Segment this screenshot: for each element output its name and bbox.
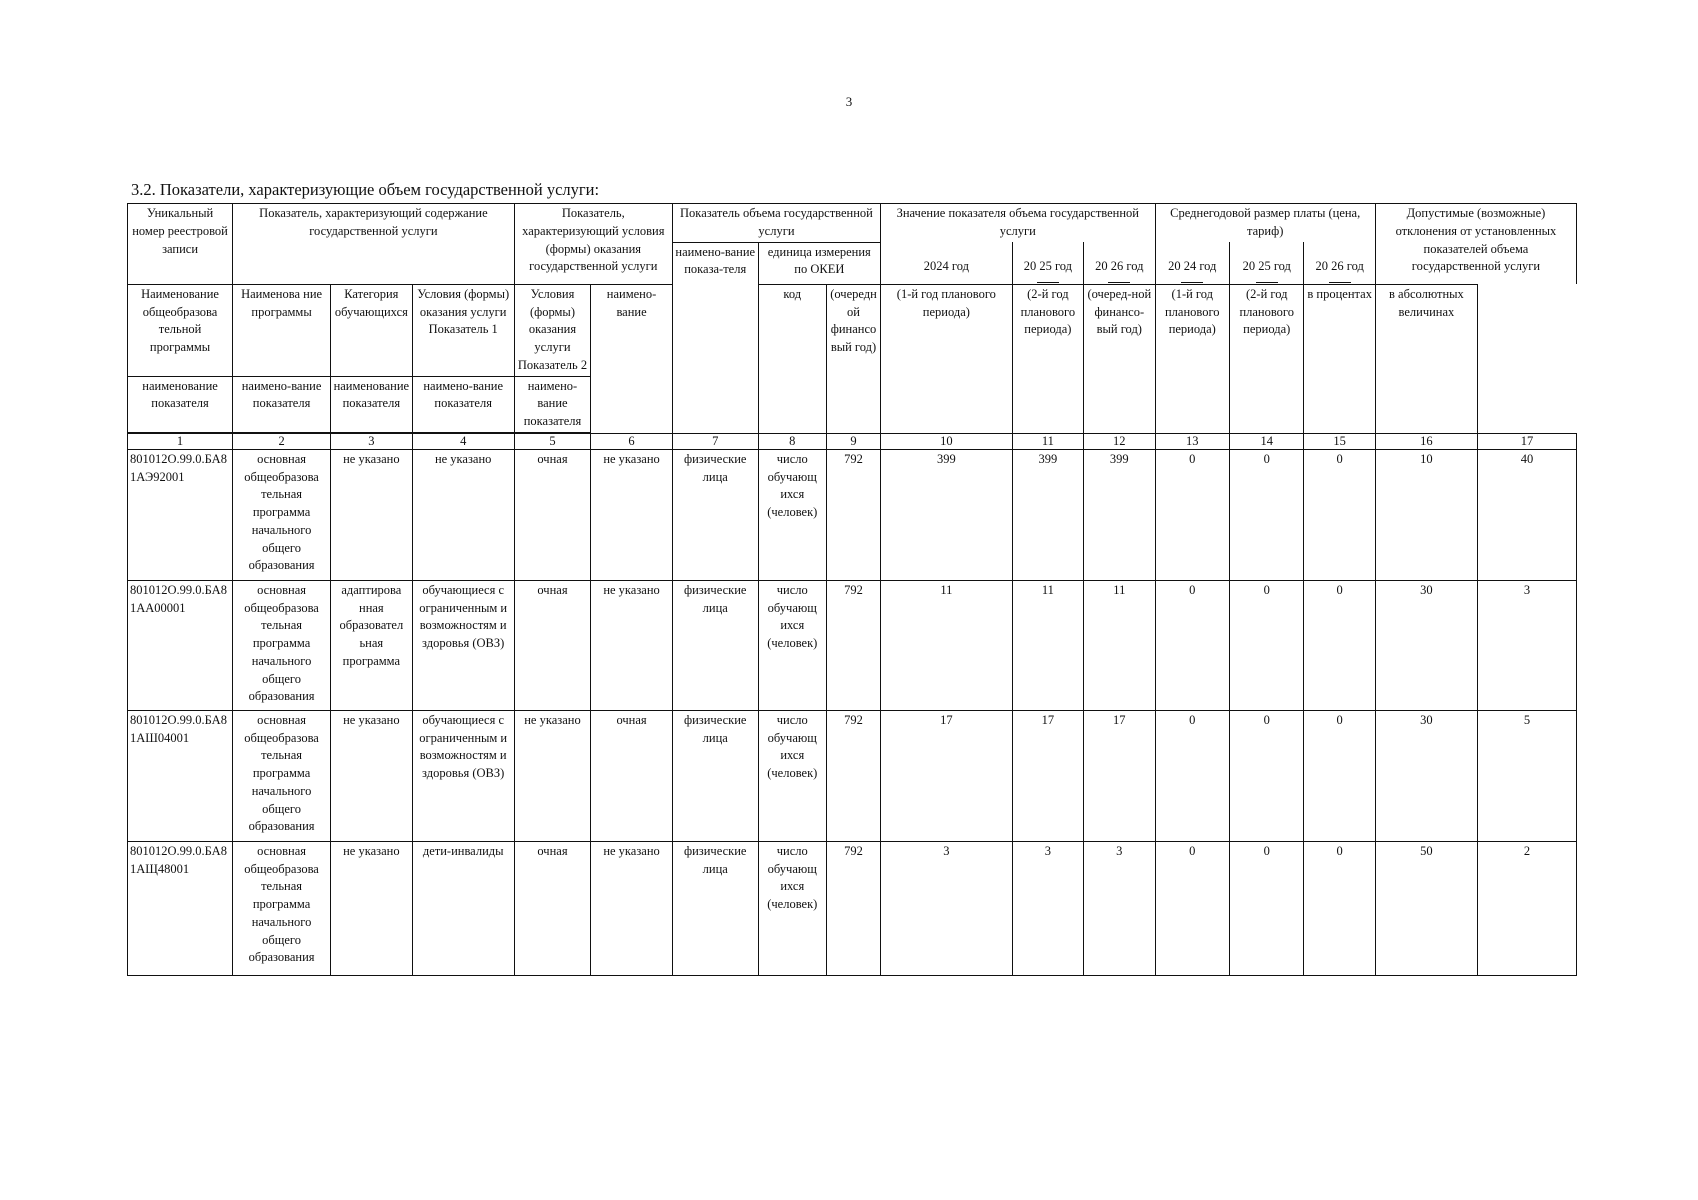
value-2025-cell: 17: [1012, 710, 1083, 841]
deviation-absolute-cell: 40: [1477, 449, 1576, 580]
col-num: 16: [1375, 433, 1477, 449]
deviation-absolute-cell: 3: [1477, 580, 1576, 710]
table-row: [128, 449, 1577, 580]
header-condition-indicator: Показатель, характеризующий условия (формы) оказания государственной услуги: [514, 204, 672, 285]
header-ind-name-3: наименование показателя: [331, 376, 413, 432]
category-cell: обучающиеся с ограниченным и возможностям и здоровья (ОВЗ): [412, 710, 514, 841]
condition1-cell: очная: [514, 841, 591, 975]
header-plan-1: (1-й год планового периода): [881, 284, 1013, 433]
condition2-cell: не указано: [591, 580, 673, 710]
col-num: 4: [412, 433, 514, 449]
price-2024-cell: 0: [1155, 580, 1229, 710]
price-2026-cell: 0: [1304, 449, 1375, 580]
registry-number: 801012О.99.0.БА81АЩ48001: [128, 841, 233, 975]
code-cell: 792: [826, 580, 880, 710]
price-2024-cell: 0: [1155, 710, 1229, 841]
col-num: 9: [826, 433, 880, 449]
condition2-cell: не указано: [591, 841, 673, 975]
price-2025-cell: 0: [1230, 841, 1304, 975]
price-2025-cell: 0: [1230, 710, 1304, 841]
code-cell: 792: [826, 841, 880, 975]
header-content-indicator: Показатель, характеризующий содержание государственной услуги: [233, 204, 515, 285]
volume-indicators-table: [127, 203, 1577, 976]
header-next-fin-year-short: (очеред-ной финансо-вый год): [1084, 284, 1155, 433]
header-sub-category: Категория обучающихся: [331, 284, 413, 376]
header-percent: в процентах: [1304, 284, 1375, 433]
header-year-2024-price: 20 24 год: [1155, 242, 1229, 284]
col-num: 17: [1477, 433, 1576, 449]
price-2026-cell: 0: [1304, 580, 1375, 710]
header-volume-indicator: Показатель объема государственной услуги: [672, 204, 880, 243]
unit-cell: число обучающ ихся (человек): [758, 841, 826, 975]
column-number-row: [128, 433, 1577, 449]
header-value-group: Значение показателя объема государственной услуги: [881, 204, 1155, 243]
deviation-absolute-cell: 2: [1477, 841, 1576, 975]
program-name-cell: адаптирова нная образовател ьная программа: [331, 580, 413, 710]
header-deviation-group: Допустимые (возможные) отклонения от установленных показателей объема государственной услуги: [1375, 204, 1576, 285]
value-2025-cell: 399: [1012, 449, 1083, 580]
col-num: 8: [758, 433, 826, 449]
program-name-cell: не указано: [331, 449, 413, 580]
header-row-3: [128, 284, 1577, 376]
unit-cell: число обучающ ихся (человек): [758, 449, 826, 580]
indicator-cell: физические лица: [672, 710, 758, 841]
page-number: 3: [845, 94, 853, 109]
value-2026-cell: 17: [1084, 710, 1155, 841]
header-year-2026: 20 26 год: [1084, 242, 1155, 284]
col-num: 15: [1304, 433, 1375, 449]
registry-number: 801012О.99.0.БА81АЭ92001: [128, 449, 233, 580]
header-plan-2-price: (2-й год планового периода): [1230, 284, 1304, 433]
category-cell: обучающиеся с ограниченным и возможностям и здоровья (ОВЗ): [412, 580, 514, 710]
price-2025-cell: 0: [1230, 580, 1304, 710]
header-ind-name-5: наимено-вание показателя: [514, 376, 591, 432]
col-num: 2: [233, 433, 331, 449]
header-plan-1-price: (1-й год планового периода): [1155, 284, 1229, 433]
program-name-cell: не указано: [331, 841, 413, 975]
registry-number: 801012О.99.0.БА81АА00001: [128, 580, 233, 710]
deviation-percent-cell: 30: [1375, 710, 1477, 841]
price-2026-cell: 0: [1304, 841, 1375, 975]
header-ind-name-1: наименование показателя: [128, 376, 233, 432]
deviation-absolute-cell: 5: [1477, 710, 1576, 841]
condition1-cell: очная: [514, 580, 591, 710]
value-2026-cell: 3: [1084, 841, 1155, 975]
condition2-cell: очная: [591, 710, 673, 841]
table-row: [128, 580, 1577, 710]
header-sub-cond2: Условия (формы) оказания услуги Показатель 2: [514, 284, 591, 376]
unit-cell: число обучающ ихся (человек): [758, 580, 826, 710]
header-row-top: [128, 204, 1577, 243]
header-unique-number: Уникальный номер реестровой записи: [128, 204, 233, 285]
value-2025-cell: 11: [1012, 580, 1083, 710]
program-cell: основная общеобразова тельная программа начального общего образования: [233, 449, 331, 580]
indicator-cell: физические лица: [672, 580, 758, 710]
header-plan-2: (2-й год планового периода): [1012, 284, 1083, 433]
header-next-fin-year: (очередной финансовый год): [826, 284, 880, 433]
table-row: [128, 841, 1577, 975]
header-sub-program: Наименова ние программы: [233, 284, 331, 376]
col-num: 14: [1230, 433, 1304, 449]
deviation-percent-cell: 30: [1375, 580, 1477, 710]
deviation-percent-cell: 10: [1375, 449, 1477, 580]
price-2026-cell: 0: [1304, 710, 1375, 841]
value-2024-cell: 3: [881, 841, 1013, 975]
header-year-2025-price: 20 25 год: [1230, 242, 1304, 284]
price-2024-cell: 0: [1155, 449, 1229, 580]
condition1-cell: очная: [514, 449, 591, 580]
value-2026-cell: 11: [1084, 580, 1155, 710]
col-num: 12: [1084, 433, 1155, 449]
col-num: 6: [591, 433, 673, 449]
condition2-cell: не указано: [591, 449, 673, 580]
col-num: 3: [331, 433, 413, 449]
header-unit-name: наимено-вание: [591, 284, 673, 433]
col-num: 11: [1012, 433, 1083, 449]
deviation-percent-cell: 50: [1375, 841, 1477, 975]
header-ind-name-2: наимено-вание показателя: [233, 376, 331, 432]
condition1-cell: не указано: [514, 710, 591, 841]
code-cell: 792: [826, 710, 880, 841]
value-2024-cell: 399: [881, 449, 1013, 580]
col-num: 10: [881, 433, 1013, 449]
price-2024-cell: 0: [1155, 841, 1229, 975]
header-unit: единица измерения по ОКЕИ: [758, 242, 880, 284]
registry-number: 801012О.99.0.БА81АШ04001: [128, 710, 233, 841]
header-volume-name: наимено-вание показа-теля: [672, 242, 758, 433]
indicator-cell: физические лица: [672, 449, 758, 580]
unit-cell: число обучающ ихся (человек): [758, 710, 826, 841]
header-year-2026-price: 20 26 год: [1304, 242, 1375, 284]
col-num: 13: [1155, 433, 1229, 449]
category-cell: не указано: [412, 449, 514, 580]
header-sub-program-name: Наименование общеобразова тельной программы: [128, 284, 233, 376]
value-2025-cell: 3: [1012, 841, 1083, 975]
category-cell: дети-инвалиды: [412, 841, 514, 975]
price-2025-cell: 0: [1230, 449, 1304, 580]
header-year-2025: 20 25 год: [1012, 242, 1083, 284]
value-2024-cell: 17: [881, 710, 1013, 841]
header-ind-name-4: наимено-вание показателя: [412, 376, 514, 432]
program-cell: основная общеобразова тельная программа начального общего образования: [233, 580, 331, 710]
header-unit-code: код: [758, 284, 826, 433]
header-absolute: в абсолютных величинах: [1375, 284, 1477, 433]
value-2026-cell: 399: [1084, 449, 1155, 580]
program-cell: основная общеобразова тельная программа начального общего образования: [233, 710, 331, 841]
col-num: 1: [128, 433, 233, 449]
code-cell: 792: [826, 449, 880, 580]
program-cell: основная общеобразова тельная программа начального общего образования: [233, 841, 331, 975]
header-year-2024: 2024 год: [881, 242, 1013, 284]
section-title: 3.2. Показатели, характеризующие объем государственной услуги:: [131, 180, 600, 199]
header-price-group: Среднегодовой размер платы (цена, тариф): [1155, 204, 1375, 243]
indicator-cell: физические лица: [672, 841, 758, 975]
col-num: 5: [514, 433, 591, 449]
table-row: [128, 710, 1577, 841]
program-name-cell: не указано: [331, 710, 413, 841]
value-2024-cell: 11: [881, 580, 1013, 710]
header-sub-cond1: Условия (формы) оказания услуги Показатель 1: [412, 284, 514, 376]
col-num: 7: [672, 433, 758, 449]
